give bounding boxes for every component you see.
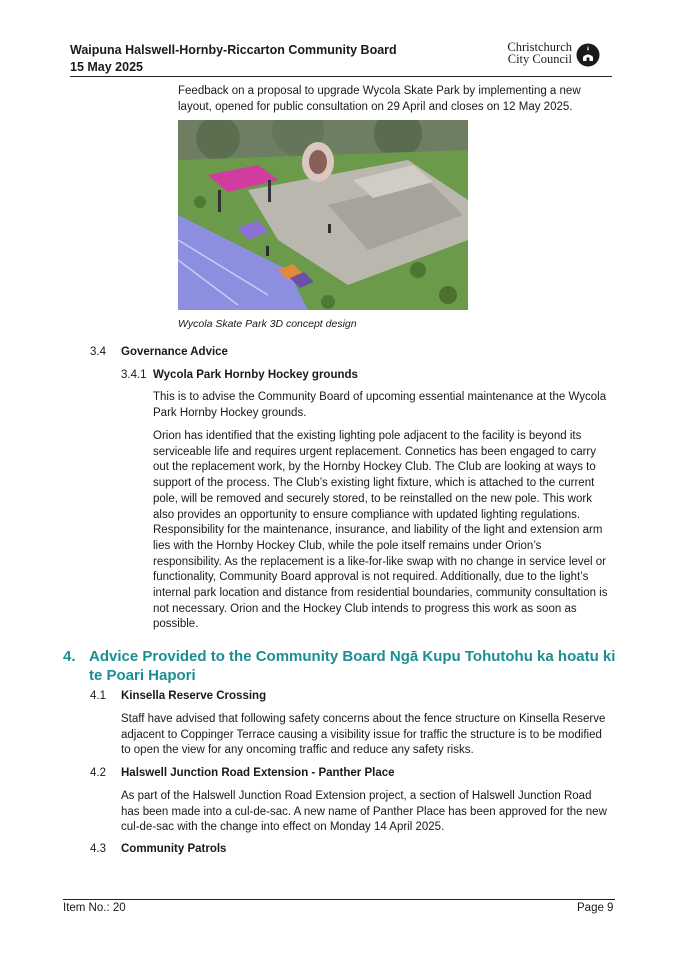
cathedral-logo-icon bbox=[576, 43, 600, 67]
item-4-2-text: As part of the Halswell Junction Road Extension project, a section of Halswell Junction Road has been made into a cul-de-sac. A new name of Panther Place has been approved for the new cul-de-sac with the change into effect on Monday 14 April 2025. bbox=[121, 790, 607, 834]
skate-park-concept-image bbox=[178, 120, 468, 310]
figure-caption: Wycola Skate Park 3D concept design bbox=[178, 318, 357, 330]
section-4-title: Advice Provided to the Community Board Ngā Kupu Tohutohu ka hoatu ki te Poari Hapori bbox=[89, 648, 616, 684]
item-4-1-title: Kinsella Reserve Crossing bbox=[121, 690, 267, 702]
item-4-3-title: Community Patrols bbox=[121, 843, 227, 855]
section-3-4-1-number: 3.4.1 bbox=[121, 369, 147, 381]
footer-rule bbox=[63, 899, 615, 900]
section-3-4-1-para-2: Orion has identified that the existing lighting pole adjacent to the facility is beyond its serviceable life and requires urgent replacement. Connetics has been engaged to carry out the replacement work, by the Hornby Hockey Club. The Club are looking at ways to support of the process. The Club’s existing light fixture, which is attached to the current pole, will be removed and securely stored, to be reinstalled on the new pole. This work also provides an opportunity to ensure compliance with updated lighting regulations. Responsibility for the maintenance, insurance, and liability of the light and extension arm lies with the Hornby Hockey Club, while the pole itself remains under Orion’s responsibility. As the replacement is a like-for-like swap with no change in service level or functionality, Community Board approval is not required. Additionally, due to the light’s internal park location and distance from residential boundaries, community consultation is not necessary. Orion and the Hockey Club intends to progress this work as soon as possible. bbox=[153, 430, 608, 631]
page-number: Page 9 bbox=[577, 902, 614, 914]
logo-line-2: City Council bbox=[507, 52, 572, 66]
header-rule bbox=[70, 76, 612, 77]
section-3-4-1-para-1: This is to advise the Community Board of upcoming essential maintenance at the Wycola Park Hornby Hockey grounds. bbox=[153, 391, 607, 419]
item-4-1-text: Staff have advised that following safety concerns about the fence structure on Kinsella Reserve adjacent to Coppinger Terrace causing a visibility issue for traffic the structure is to be modified to open the view for any oncoming traffic and reduce any safety risks. bbox=[121, 713, 606, 757]
section-4-number: 4. bbox=[63, 648, 76, 665]
item-4-2-title: Halswell Junction Road Extension - Panther Place bbox=[121, 767, 395, 779]
item-4-1-number: 4.1 bbox=[90, 690, 106, 702]
item-number: Item No.: 20 bbox=[63, 902, 126, 914]
document-header bbox=[70, 42, 397, 76]
council-logo bbox=[498, 41, 602, 69]
intro-paragraph: Feedback on a proposal to upgrade Wycola Skate Park by implementing a new layout, opened for public consultation on 29 April and closes on 12 May 2025. bbox=[178, 85, 581, 113]
item-4-3-number: 4.3 bbox=[90, 843, 106, 855]
item-4-2-number: 4.2 bbox=[90, 767, 106, 779]
board-name: Waipuna Halswell-Hornby-Riccarton Community Board bbox=[70, 43, 397, 57]
logo-line-1: Christchurch bbox=[507, 40, 572, 54]
section-3-4-1-title: Wycola Park Hornby Hockey grounds bbox=[153, 369, 358, 381]
section-3-4-title: Governance Advice bbox=[121, 346, 228, 358]
section-3-4-number: 3.4 bbox=[90, 346, 106, 358]
meeting-date: 15 May 2025 bbox=[70, 60, 143, 74]
